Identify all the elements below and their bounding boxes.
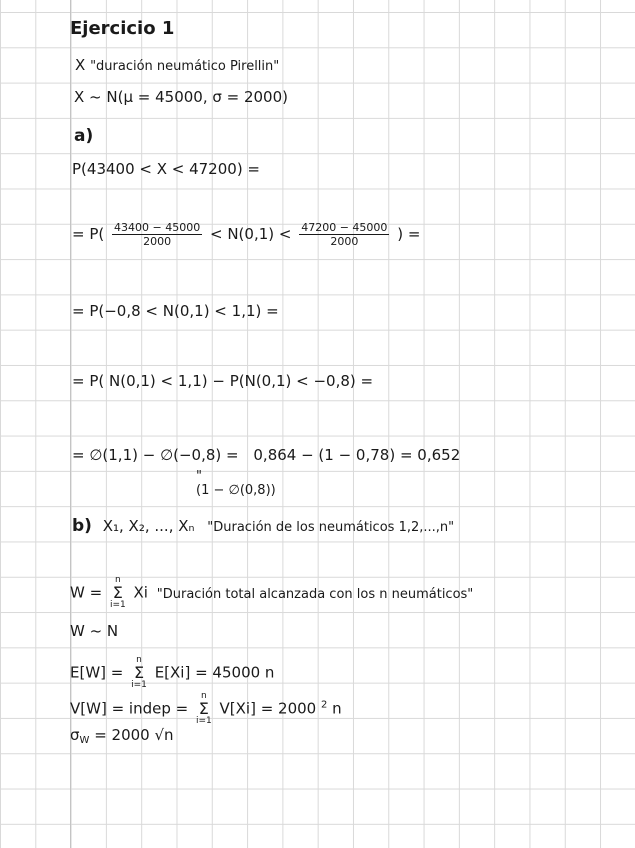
std-dev-subscript: W bbox=[79, 735, 90, 746]
w-distribution: W ~ N bbox=[70, 622, 119, 640]
sum-lhs: W = bbox=[70, 583, 103, 602]
std-suffix: ) = bbox=[397, 225, 421, 243]
variance-line bbox=[70, 692, 342, 726]
std-dev-value: = 2000 √n bbox=[94, 726, 174, 744]
std-prefix: = P( bbox=[72, 225, 105, 243]
expectation-sigma-upper: n bbox=[136, 655, 142, 665]
variance-exponent: 2 bbox=[321, 699, 328, 711]
expectation-line bbox=[70, 656, 274, 690]
equals-mark: " bbox=[196, 469, 202, 484]
result-computation: 0,864 − (1 − 0,78) = 0,652 bbox=[253, 446, 461, 464]
part-b-variables: X₁, X₂, ..., Xₙ bbox=[102, 517, 195, 535]
variance-sigma bbox=[196, 692, 212, 726]
variance-sigma-glyph: Σ bbox=[198, 699, 209, 718]
std-fraction-right bbox=[299, 222, 389, 247]
expectation-sigma-lower: i=1 bbox=[131, 680, 147, 690]
part-a-label: a) bbox=[74, 126, 94, 146]
sigma-symbol bbox=[110, 576, 126, 610]
part-a-note: (1 − ∅(0,8)) bbox=[196, 483, 276, 498]
sum-term: Xi bbox=[133, 583, 148, 602]
std-fraction-left-denominator: 2000 bbox=[143, 235, 172, 248]
std-fraction-right-denominator: 2000 bbox=[330, 235, 359, 248]
sum-description: "Duración total alcanzada con los n neumáticos" bbox=[156, 586, 474, 602]
sigma-lower: i=1 bbox=[109, 600, 126, 610]
part-a-result bbox=[72, 448, 460, 463]
part-a-standardization bbox=[72, 222, 420, 247]
expectation-sigma-glyph: Σ bbox=[133, 663, 145, 682]
variance-sigma-upper: n bbox=[201, 691, 207, 701]
sum-definition bbox=[70, 576, 473, 610]
part-b-line bbox=[72, 518, 454, 535]
expectation-lhs: E[W] = bbox=[70, 663, 124, 682]
part-b-description: "Duración de los neumáticos 1,2,...,n" bbox=[207, 520, 455, 535]
sigma-upper: n bbox=[114, 575, 121, 585]
std-fraction-left bbox=[112, 222, 202, 247]
variance-factor: n bbox=[332, 699, 342, 718]
variance-sigma-lower: i=1 bbox=[195, 716, 212, 726]
expectation-rhs: E[Xi] = 45000 n bbox=[154, 663, 275, 682]
part-a-interval: = P(−0,8 < N(0,1) < 1,1) = bbox=[72, 302, 279, 320]
std-fraction-left-numerator: 43400 − 45000 bbox=[114, 221, 201, 234]
std-dev-line bbox=[70, 728, 174, 746]
std-fraction-right-numerator: 47200 − 45000 bbox=[301, 221, 388, 234]
part-b-label: b) bbox=[72, 516, 92, 536]
result-phi-expression: = ∅(1,1) − ∅(−0,8) = bbox=[72, 446, 239, 464]
expectation-sigma bbox=[131, 656, 147, 690]
variable-symbol: X bbox=[75, 56, 86, 74]
exercise-title: Ejercicio 1 bbox=[70, 18, 175, 39]
variance-lhs: V[W] = indep = bbox=[70, 699, 189, 718]
distribution-line: X ~ N(μ = 45000, σ = 2000) bbox=[74, 88, 288, 106]
variance-rhs: V[Xi] = 2000 bbox=[219, 699, 317, 718]
std-dev-symbol: σ bbox=[70, 726, 80, 744]
part-a-probability: P(43400 < X < 47200) = bbox=[72, 160, 261, 178]
std-middle: < N(0,1) < bbox=[210, 225, 292, 243]
part-a-difference: = P( N(0,1) < 1,1) − P(N(0,1) < −0,8) = bbox=[72, 372, 374, 390]
variable-definition bbox=[75, 58, 279, 73]
variable-description: "duración neumático Pirellin" bbox=[90, 59, 280, 74]
sigma-glyph: Σ bbox=[112, 583, 123, 602]
